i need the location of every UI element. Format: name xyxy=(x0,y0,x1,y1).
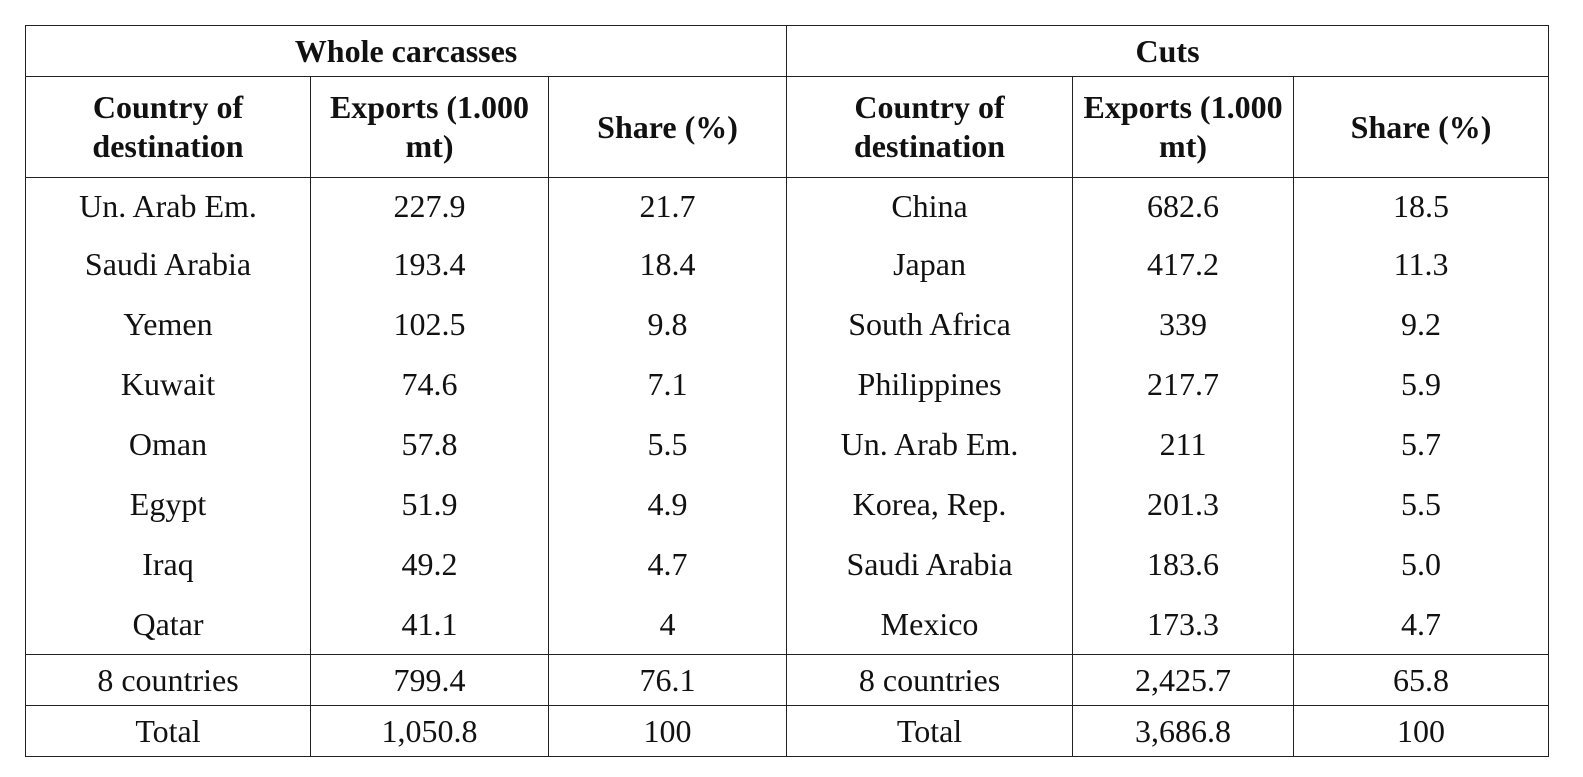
cuts-exports-cell: 417.2 xyxy=(1073,234,1294,294)
cuts-share-cell: 4.7 xyxy=(1294,594,1549,655)
table-row xyxy=(26,354,1549,414)
cuts-share-cell: 5.5 xyxy=(1294,474,1549,534)
column-header-country: Country of destination xyxy=(26,77,311,178)
cuts-exports-cell: 2,425.7 xyxy=(1073,655,1294,706)
column-header-share: Share (%) xyxy=(549,77,787,178)
whole-exports-cell: 799.4 xyxy=(311,655,549,706)
table-row xyxy=(26,178,1549,235)
cuts-share-cell: 5.7 xyxy=(1294,414,1549,474)
table-container xyxy=(25,25,1549,757)
cuts-exports-cell: 173.3 xyxy=(1073,594,1294,655)
whole-share-cell: 5.5 xyxy=(549,414,787,474)
whole-country-cell: Qatar xyxy=(26,594,311,655)
cuts-country-cell: Saudi Arabia xyxy=(787,534,1073,594)
column-header-exports: Exports (1.000 mt) xyxy=(1073,77,1294,178)
whole-share-cell: 4.7 xyxy=(549,534,787,594)
whole-exports-cell: 1,050.8 xyxy=(311,706,549,757)
cuts-share-cell: 11.3 xyxy=(1294,234,1549,294)
column-header-exports: Exports (1.000 mt) xyxy=(311,77,549,178)
cuts-share-cell: 65.8 xyxy=(1294,655,1549,706)
cuts-country-cell: Korea, Rep. xyxy=(787,474,1073,534)
total-row xyxy=(26,706,1549,757)
column-header-row xyxy=(26,77,1549,178)
whole-share-cell: 4 xyxy=(549,594,787,655)
cuts-exports-cell: 339 xyxy=(1073,294,1294,354)
whole-country-cell: Egypt xyxy=(26,474,311,534)
whole-exports-cell: 193.4 xyxy=(311,234,549,294)
whole-country-cell: Oman xyxy=(26,414,311,474)
cuts-exports-cell: 211 xyxy=(1073,414,1294,474)
group-header-row xyxy=(26,26,1549,77)
whole-country-cell: Saudi Arabia xyxy=(26,234,311,294)
column-header-country: Country of destination xyxy=(787,77,1073,178)
cuts-country-cell: China xyxy=(787,178,1073,235)
whole-share-cell: 7.1 xyxy=(549,354,787,414)
whole-share-cell: 4.9 xyxy=(549,474,787,534)
whole-share-cell: 100 xyxy=(549,706,787,757)
cuts-country-cell: Total xyxy=(787,706,1073,757)
column-header-share: Share (%) xyxy=(1294,77,1549,178)
cuts-country-cell: Philippines xyxy=(787,354,1073,414)
whole-country-cell: Iraq xyxy=(26,534,311,594)
cuts-share-cell: 100 xyxy=(1294,706,1549,757)
cuts-country-cell: Mexico xyxy=(787,594,1073,655)
whole-country-cell: Kuwait xyxy=(26,354,311,414)
whole-exports-cell: 41.1 xyxy=(311,594,549,655)
whole-share-cell: 76.1 xyxy=(549,655,787,706)
whole-exports-cell: 57.8 xyxy=(311,414,549,474)
table-body xyxy=(26,178,1549,655)
subtotal-row xyxy=(26,655,1549,706)
table-row xyxy=(26,534,1549,594)
cuts-share-cell: 18.5 xyxy=(1294,178,1549,235)
whole-exports-cell: 74.6 xyxy=(311,354,549,414)
whole-exports-cell: 102.5 xyxy=(311,294,549,354)
table-row xyxy=(26,474,1549,534)
whole-country-cell: 8 countries xyxy=(26,655,311,706)
cuts-exports-cell: 217.7 xyxy=(1073,354,1294,414)
cuts-share-cell: 9.2 xyxy=(1294,294,1549,354)
table-row xyxy=(26,414,1549,474)
whole-share-cell: 18.4 xyxy=(549,234,787,294)
cuts-share-cell: 5.9 xyxy=(1294,354,1549,414)
cuts-exports-cell: 3,686.8 xyxy=(1073,706,1294,757)
table-row xyxy=(26,234,1549,294)
cuts-country-cell: Un. Arab Em. xyxy=(787,414,1073,474)
whole-exports-cell: 51.9 xyxy=(311,474,549,534)
cuts-exports-cell: 201.3 xyxy=(1073,474,1294,534)
whole-share-cell: 9.8 xyxy=(549,294,787,354)
cuts-exports-cell: 183.6 xyxy=(1073,534,1294,594)
cuts-country-cell: Japan xyxy=(787,234,1073,294)
table-row xyxy=(26,594,1549,655)
whole-share-cell: 21.7 xyxy=(549,178,787,235)
cuts-country-cell: South Africa xyxy=(787,294,1073,354)
group-header-cuts: Cuts xyxy=(787,26,1549,77)
cuts-share-cell: 5.0 xyxy=(1294,534,1549,594)
table-summary xyxy=(26,655,1549,757)
whole-country-cell: Yemen xyxy=(26,294,311,354)
whole-exports-cell: 49.2 xyxy=(311,534,549,594)
cuts-country-cell: 8 countries xyxy=(787,655,1073,706)
cuts-exports-cell: 682.6 xyxy=(1073,178,1294,235)
whole-country-cell: Total xyxy=(26,706,311,757)
whole-country-cell: Un. Arab Em. xyxy=(26,178,311,235)
exports-table xyxy=(25,25,1549,757)
whole-exports-cell: 227.9 xyxy=(311,178,549,235)
group-header-whole-carcasses: Whole carcasses xyxy=(26,26,787,77)
table-row xyxy=(26,294,1549,354)
